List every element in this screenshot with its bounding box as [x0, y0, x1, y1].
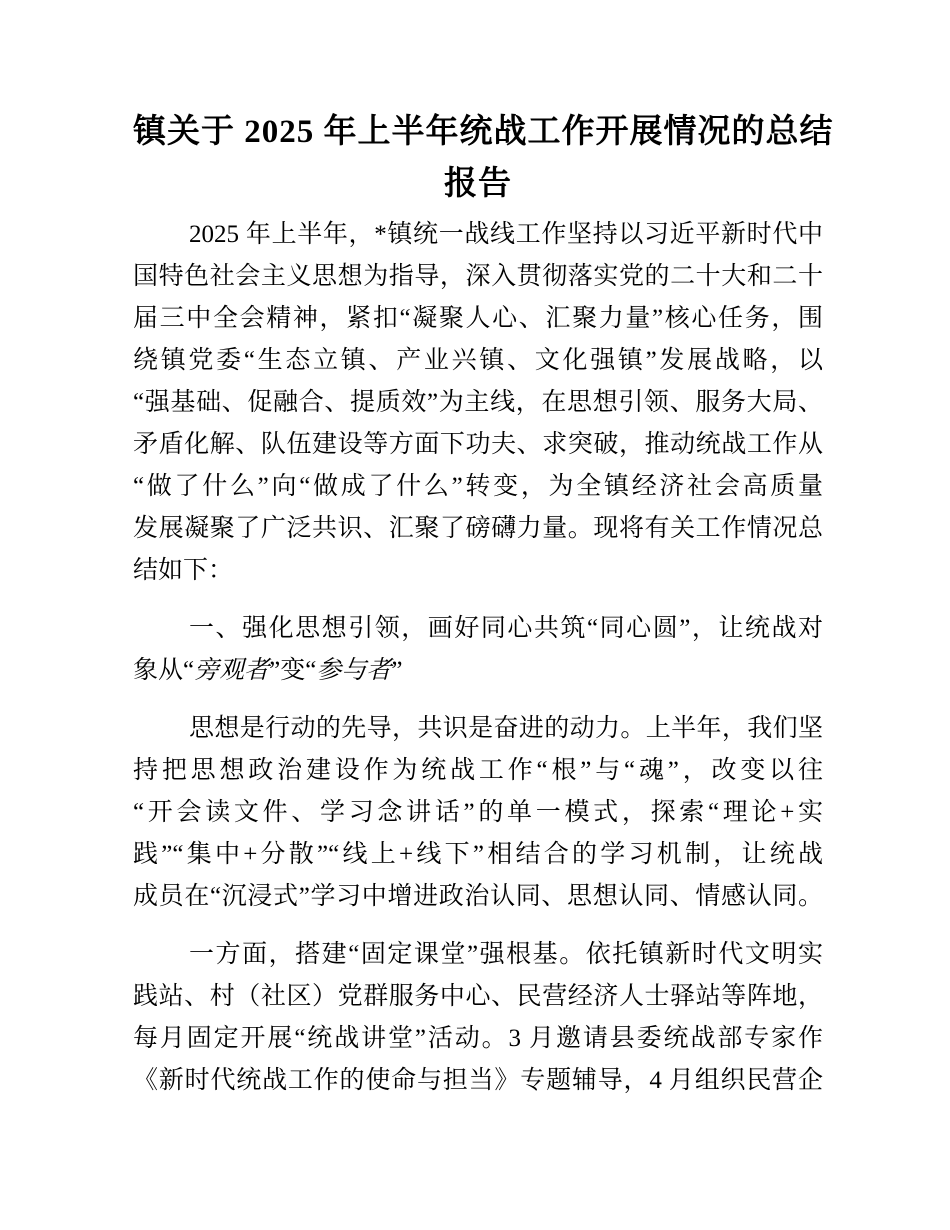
paragraph	[133, 934, 823, 1102]
text-line: 一方面，搭建“固定课堂”强根基。依托镇新时代文明实	[189, 941, 823, 968]
emphasized-text: 参与者	[316, 657, 392, 684]
text-segment: ”	[391, 657, 403, 684]
document-title	[133, 106, 834, 210]
text-line: 《新时代统战工作的使命与担当》专题辅导，4 月组织民营企	[133, 1067, 823, 1094]
text-line: 每月固定开展“统战讲堂”活动。3 月邀请县委统战部专家作	[133, 1025, 823, 1052]
text-line: 践站、村（社区）党群服务中心、民营经济人士驿站等阵地，	[133, 983, 823, 1010]
text-line: “强基础、促融合、提质效”为主线，在思想引领、服务大局、	[133, 389, 823, 416]
emphasized-text: 旁观者	[194, 657, 270, 684]
text-line: 届三中全会精神，紧扣“凝聚人心、汇聚力量”核心任务，围	[133, 305, 823, 332]
paragraph	[133, 708, 823, 918]
text-segment: 象从“	[133, 657, 195, 684]
text-line: 结如下：	[133, 557, 234, 584]
text-line: 一、强化思想引领，画好同心共筑“同心圆”，让统战对	[189, 615, 823, 642]
text-line: 持把思想政治建设作为统战工作“根”与“魂”，改变以往	[133, 757, 823, 784]
section-heading	[133, 608, 823, 692]
text-line: “做了什么”向“做成了什么”转变，为全镇经济社会高质量	[133, 473, 823, 500]
text-line: 发展凝聚了广泛共识、汇聚了磅礴力量。现将有关工作情况总	[133, 515, 823, 542]
text-line: 绕镇党委“生态立镇、产业兴镇、文化强镇”发展战略，以	[133, 347, 823, 374]
document-body	[133, 214, 823, 1102]
text-line	[133, 650, 823, 692]
text-line: 2025 年上半年，*镇统一战线工作坚持以习近平新时代中	[189, 221, 823, 248]
text-line: 成员在“沉浸式”学习中增进政治认同、思想认同、情感认同。	[133, 883, 823, 910]
text-line: 国特色社会主义思想为指导，深入贯彻落实党的二十大和二十	[133, 263, 823, 290]
text-line: “开会读文件、学习念讲话”的单一模式，探索“理论+实	[133, 799, 823, 826]
text-segment: ”变“	[269, 657, 317, 684]
title-line: 镇关于 2025 年上半年统战工作开展情况的总结	[133, 114, 834, 150]
page-content	[133, 106, 834, 1102]
text-line: 思想是行动的先导，共识是奋进的动力。上半年，我们坚	[189, 715, 823, 742]
title-line: 报告	[444, 166, 512, 202]
text-line: 矛盾化解、队伍建设等方面下功夫、求突破，推动统战工作从	[133, 431, 823, 458]
text-line: 践”“集中+分散”“线上+线下”相结合的学习机制，让统战	[133, 841, 823, 868]
paragraph	[133, 214, 823, 592]
